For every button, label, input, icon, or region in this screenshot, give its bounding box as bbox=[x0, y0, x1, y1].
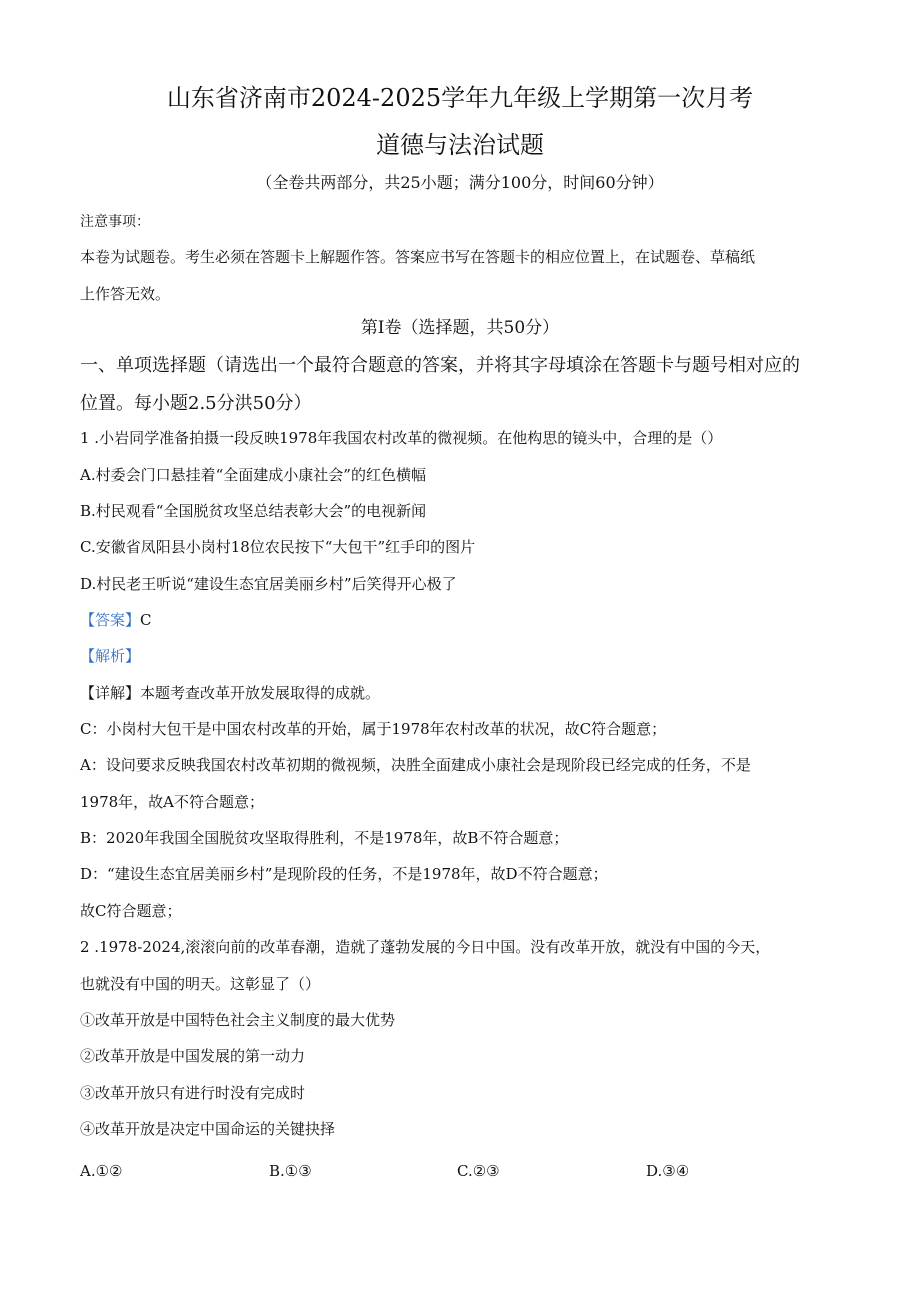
explanation-line: 故C符合题意； bbox=[80, 902, 182, 920]
question-2-statement: ①改革开放是中国特色社会主义制度的最大优势 bbox=[80, 1011, 396, 1029]
detail-text: 本题考查改革开放发展取得的成就。 bbox=[140, 684, 381, 702]
answer-line bbox=[80, 610, 152, 630]
question-2-stem: 2 .1978-2024,滚滚向前的改革春潮，造就了蓬勃发展的今日中国。没有改革开放，就没有中国的今天， bbox=[80, 938, 771, 956]
question-2-option: B.①③ bbox=[269, 1162, 312, 1180]
answer-tag: 【答案】 bbox=[80, 611, 141, 629]
question-2-statement: ②改革开放是中国发展的第一动力 bbox=[80, 1047, 306, 1065]
exam-subject-title: 道德与法治试题 bbox=[376, 131, 544, 159]
question-1-option: C.安徽省凤阳县小岗村18位农民按下“大包干”红手印的图片 bbox=[80, 538, 476, 556]
explanation-line: A：设问要求反映我国农村改革初期的微视频，决胜全面建成小康社会是现阶段已经完成的任务，不是 bbox=[80, 756, 751, 774]
question-1-option: A.村委会门口悬挂着“全面建成小康社会”的红色横幅 bbox=[80, 466, 426, 484]
section-heading: 位置。每小题2.5分洪50分） bbox=[80, 393, 312, 414]
question-1-stem: 1 .小岩同学准备拍摄一段反映1978年我国农村改革的微视频。在他构思的镜头中，合理的是（） bbox=[80, 429, 723, 447]
notice-line: 上作答无效。 bbox=[80, 285, 171, 303]
question-1-option: B.村民观看“全国脱贫攻坚总结表彰大会”的电视新闻 bbox=[80, 502, 427, 520]
exam-info: （全卷共两部分，共25小题；满分100分，时间60分钟） bbox=[256, 173, 664, 192]
explanation-line: D：“建设生态宜居美丽乡村”是现阶段的任务，不是1978年，故D不符合题意； bbox=[80, 865, 608, 883]
question-2-option: D.③④ bbox=[646, 1162, 690, 1180]
question-1-option: D.村民老王听说“建设生态宜居美丽乡村”后笑得开心极了 bbox=[80, 575, 457, 593]
detail-line bbox=[80, 683, 380, 703]
question-2-statement: ③改革开放只有进行时没有完成时 bbox=[80, 1084, 306, 1102]
question-2-statement: ④改革开放是决定中国命运的关键抉择 bbox=[80, 1120, 336, 1138]
answer-value: C bbox=[140, 611, 152, 629]
exam-title: 山东省济南市2024-2025学年九年级上学期第一次月考 bbox=[166, 84, 754, 112]
question-2-option: C.②③ bbox=[457, 1162, 500, 1180]
detail-tag: 【详解】 bbox=[80, 684, 141, 702]
analysis-tag: 【解析】 bbox=[80, 647, 141, 665]
explanation-line: B：2020年我国全国脱贫攻坚取得胜利，不是1978年，故B不符合题意； bbox=[80, 829, 569, 847]
explanation-line: 1978年，故A不符合题意； bbox=[80, 793, 265, 811]
notice-line: 本卷为试题卷。考生必须在答题卡上解题作答。答案应书写在答题卡的相应位置上，在试题卷、草稿纸 bbox=[80, 248, 756, 266]
question-2-option: A.①② bbox=[80, 1162, 123, 1180]
notice-heading: 注意事项： bbox=[80, 214, 150, 230]
part-title: 第I卷（选择题，共50分） bbox=[360, 318, 560, 338]
question-2-stem: 也就没有中国的明天。这彰显了（） bbox=[80, 975, 321, 993]
section-heading: 一、单项选择题（请选出一个最符合题意的答案，并将其字母填涂在答题卡与题号相对应的 bbox=[80, 355, 800, 376]
explanation-line: C：小岗村大包干是中国农村改革的开始，属于1978年农村改革的状况，故C符合题意； bbox=[80, 720, 667, 738]
